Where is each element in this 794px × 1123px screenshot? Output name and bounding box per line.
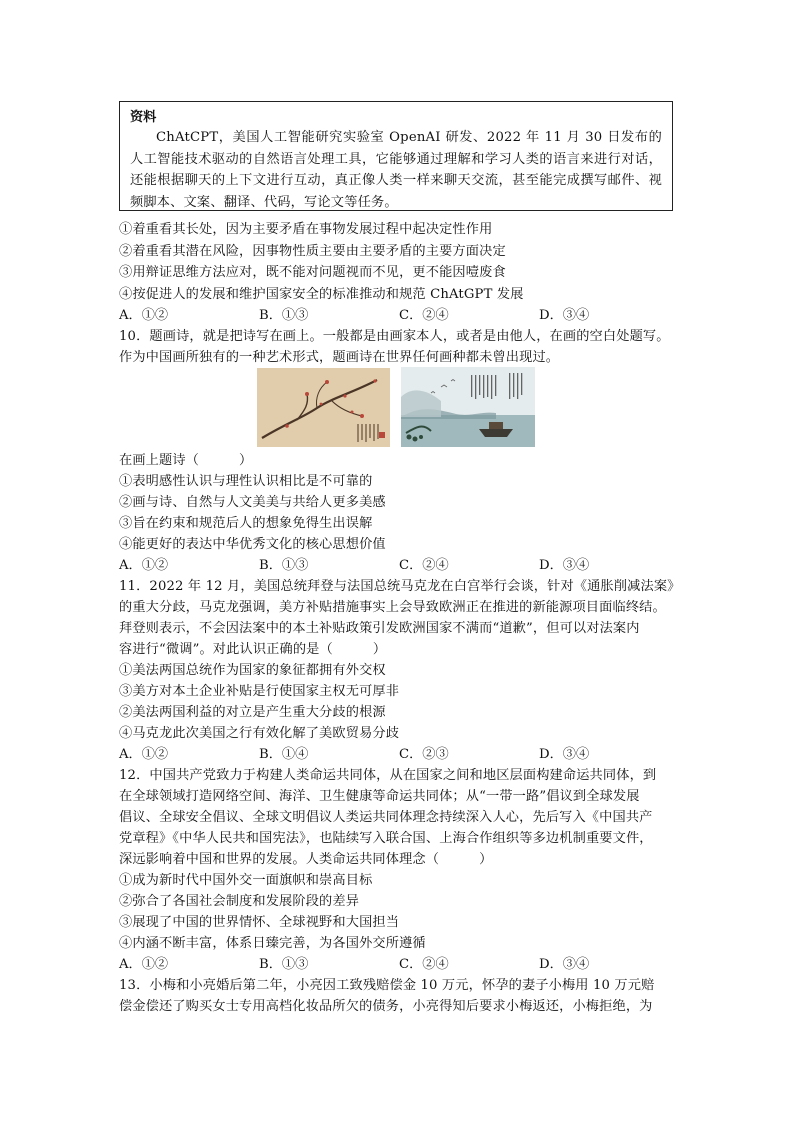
q12-choice-c[interactable]: C．②④: [399, 957, 449, 972]
q10-choice-c[interactable]: C．②④: [399, 558, 449, 573]
q10-option-1: ①表明感性认识与理性认识相比是不可靠的: [119, 474, 373, 489]
q9-choice-a[interactable]: A．①②: [119, 308, 169, 323]
q9-choice-b[interactable]: B．①③: [259, 308, 309, 323]
material-text: ChAtCPT，美国人工智能研究实验室 OpenAI 研发、2022 年 11 月 30 日发布的人工智能技术驱动的自然语言处理工具，它能够通过理解和学习人类的语言来进行对话，还能根据聊天的上下文进行互动，真正像人类一样来聊天交流，甚至能完成撰写邮件、视频脚本、文案、翻译、代码，写论文等任务。: [130, 130, 662, 210]
q10-choice-d[interactable]: D．③④: [539, 558, 590, 573]
q12-choice-d[interactable]: D．③④: [539, 957, 590, 972]
q11-choice-b[interactable]: B．①④: [259, 747, 309, 762]
q10-choice-b[interactable]: B．①③: [259, 558, 309, 573]
q12-stem-line-4: 党章程》《中华人民共和国宪法》，也陆续写入联合国、上海合作组织等多边机制重要文件，: [119, 831, 653, 846]
q11-choices: [119, 745, 679, 765]
q10-stem-line-1: 10．题画诗，就是把诗写在画上。一般都是由画家本人，或者是由他人，在画的空白处题写。: [119, 329, 670, 344]
q12-option-2: ②弥合了各国社会制度和发展阶段的差异: [119, 894, 360, 909]
q11-stem-line-4: 容进行“微调”。对此认识正确的是（ ）: [119, 642, 387, 657]
q11-choice-a[interactable]: A．①②: [119, 747, 169, 762]
q11-stem-line-3: 拜登则表示，不会因法案中的本土补贴政策引发欧洲国家不满而“道歉”，但可以对法案内: [119, 621, 640, 636]
q13-stem-line-2: 偿金偿还了购买女士专用高档化妆品所欠的债务，小亮得知后要求小梅返还，小梅拒绝，为: [119, 999, 653, 1014]
q9-option-2: ②着重看其潜在风险，因事物性质主要由主要矛盾的主要方面决定: [119, 244, 506, 259]
q12-choices: [119, 955, 679, 975]
q11-choice-d[interactable]: D．③④: [539, 747, 590, 762]
q9-option-4: ④按促进人的发展和维护国家安全的标准推动和规范 ChAtGPT 发展: [119, 287, 524, 302]
q9-choices: [119, 306, 679, 326]
q12-choice-a[interactable]: A．①②: [119, 957, 169, 972]
q12-stem-line-3: 倡议、全球安全倡议、全球文明倡议人类运共同体理念持续深入人心，先后写入《中国共产: [119, 810, 653, 825]
q10-option-4: ④能更好的表达中华优秀文化的核心思想价值: [119, 537, 386, 552]
q12-option-1: ①成为新时代中国外交一面旗帜和崇高目标: [119, 873, 373, 888]
q12-choice-b[interactable]: B．①③: [259, 957, 309, 972]
q11-stem-line-2: 的重大分歧，马克龙强调，美方补贴措施事实上会导致欧洲正在推进的新能源项目面临终结。: [119, 600, 666, 615]
q11-choice-c[interactable]: C．②③: [399, 747, 449, 762]
material-box: [119, 101, 673, 211]
q10-option-2: ②画与诗、自然与人文美美与共给人更多美感: [119, 495, 386, 510]
q10-choices: [119, 556, 679, 576]
q11-stem-line-1: 11．2022 年 12 月，美国总统拜登与法国总统马克龙在白宫举行会谈，针对《通胀削减法案》: [119, 579, 681, 594]
material-title: 资料: [130, 110, 157, 125]
q9-choice-d[interactable]: D．③④: [539, 308, 590, 323]
q11-option-4: ④马克龙此次美国之行有效化解了美欧贸易分歧: [119, 726, 400, 741]
q12-stem-line-2: 在全球领域打造网络空间、海洋、卫生健康等命运共同体；从“一带一路”倡议到全球发展: [119, 789, 640, 804]
q12-option-4: ④内涵不断丰富，体系日臻完善，为各国外交所遵循: [119, 936, 426, 951]
q9-option-1: ①着重看其长处，因为主要矛盾在事物发展过程中起决定性作用: [119, 222, 493, 237]
landscape-painting-with-boat: [401, 367, 535, 447]
q12-stem-line-1: 12．中国共产党致力于构建人类命运共同体，从在国家之间和地区层面构建命运共同体，到: [119, 768, 657, 783]
q10-prompt: 在画上题诗（ ）: [119, 453, 253, 468]
q11-option-3: ②美法两国利益的对立是产生重大分歧的根源: [119, 705, 386, 720]
q11-option-2: ③美方对本土企业补贴是行使国家主权无可厚非: [119, 684, 400, 699]
q10-choice-a[interactable]: A．①②: [119, 558, 169, 573]
q10-option-3: ③旨在约束和规范后人的想象免得生出误解: [119, 516, 373, 531]
q13-stem-line-1: 13．小梅和小亮婚后第二年，小亮因工致残赔偿金 10 万元，怀孕的妻子小梅用 10 万元赔: [119, 978, 655, 993]
q9-choice-c[interactable]: C．②④: [399, 308, 449, 323]
q11-option-1: ①美法两国总统作为国家的象征都拥有外交权: [119, 663, 386, 678]
q10-stem-line-2: 作为中国画所独有的一种艺术形式，题画诗在世界任何画种都未曾出现过。: [119, 350, 560, 365]
plum-blossom-painting: [257, 368, 390, 447]
q9-option-3: ③用辩证思维方法应对，既不能对问题视而不见，更不能因噎废食: [119, 265, 506, 280]
q12-stem-line-5: 深远影响着中国和世界的发展。人类命运共同体理念（ ）: [119, 852, 493, 867]
q12-option-3: ③展现了中国的世界情怀、全球视野和大国担当: [119, 915, 400, 930]
